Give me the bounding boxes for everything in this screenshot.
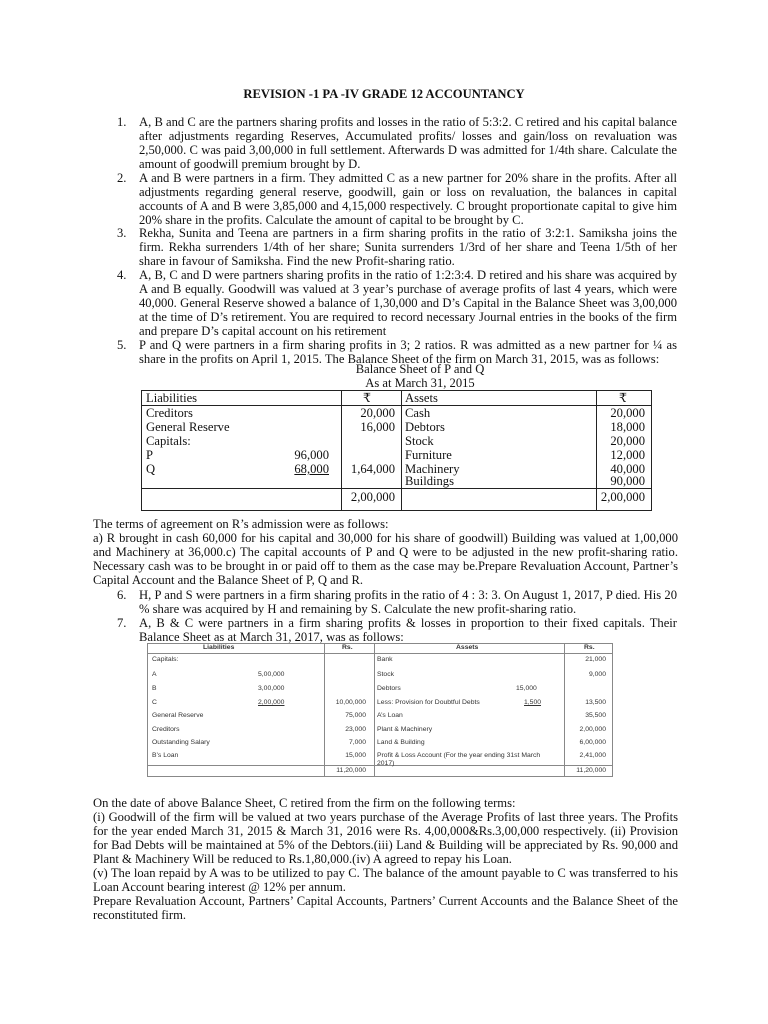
creditors-amount: 23,000 [345, 726, 366, 733]
rupee-header: ₹ [363, 391, 372, 405]
a-loan-label: A’s Loan [377, 712, 403, 719]
outstanding-salary-label: Outstanding Salary [152, 739, 210, 746]
assets-header: Assets [405, 391, 438, 405]
rs-header: Rs. [584, 644, 595, 651]
admission-terms: The terms of agreement on R’s admission were as follows: a) R brought in cash 60,000 for his capital and 30,000 for his share of goodwill) Building was valued at 1,00,000 and Machinery at 36,000.c) The capital accounts of P and Q were to be adjusted in the new profit-sharing ratio. Necessary cash was to be brought in or paid off to them as the case may be.Prepare Revaluation Account, Partner’s Capital Account and the Balance Sheet of P, Q and R. [93, 517, 678, 587]
liabilities-header: Liabilities [146, 391, 198, 405]
partner-b-label: B [152, 685, 157, 692]
outstanding-salary-amount: 7,000 [348, 739, 366, 746]
profit-loss-amount: 2,41,000 [579, 752, 606, 759]
stock-amount: 20,000 [610, 434, 645, 448]
general-reserve-label: General Reserve [146, 420, 230, 434]
general-reserve-amount: 75,000 [345, 712, 366, 719]
question-text: A and B were partners in a firm. They admitted C as a new partner for 20% share in the profits. After all adjustments regarding general reserve, goodwill, gain or loss on revaluation, the balances in capital accounts of A and B were 3,85,000 and 4,15,000 respectively. C brought proportionate capital to give him 20% share in the profits. Calculate the amount of capital to be brought by C. [139, 171, 677, 227]
question-4 [117, 268, 677, 338]
debtors-label: Debtors [405, 420, 445, 434]
cash-label: Cash [405, 406, 431, 420]
question-text: A, B and C are the partners sharing profits and losses in the ratio of 5:3:2. C retired and his capital balance after adjustments regarding Reserves, Accumulated profits/ losses and gain/loss on revaluation was 2,50,000. C was paid 3,00,000 in full settlement. Afterwards D was admitted for 1/4th share. Calculate the amount of goodwill premium brought by D. [139, 115, 677, 171]
assets-total: 2,00,000 [600, 490, 645, 504]
b-loan-amount: 15,000 [345, 752, 366, 759]
partner-c-label: C [152, 699, 157, 706]
bank-amount: 21,000 [585, 656, 606, 663]
question-number: 5. [117, 338, 127, 352]
question-1 [117, 115, 677, 171]
capitals-label: Capitals: [146, 434, 191, 448]
bank-label: Bank [377, 656, 393, 663]
rupee-header: ₹ [619, 391, 628, 405]
partner-p-amount: 96,000 [294, 448, 329, 462]
liabilities-total: 11,20,000 [336, 767, 366, 774]
partner-a-amount: 5,00,000 [258, 671, 285, 678]
general-reserve-amount: 16,000 [360, 420, 395, 434]
debtors-net-amount: 13,500 [585, 699, 606, 706]
balance-sheet-date: As at March 31, 2015 [365, 376, 475, 390]
partner-b-amount: 3,00,000 [258, 685, 285, 692]
debtors-label: Debtors [377, 685, 401, 692]
retirement-terms: On the date of above Balance Sheet, C retired from the firm on the following terms: (i) Goodwill of the firm will be valued at two years purchase of the Average Profits of last three years. The Profits for the year ended March 31, 2015 & March 31, 2016 were Rs. 4,00,000&Rs.3,00,000 respectively. (ii) Provision for Bad Debts will be maintained at 5% of the Debtors.(iii) Land & Building will be appreciated by Rs. 90,000 and Plant & Machinery Will be reduced to Rs.1,80,000.(iv) A agreed to repay his Loan. (v) The loan repaid by A was to be utilized to pay C. The balance of the amount payable to C was transferred to his Loan Account bearing interest @ 12% per annum. Prepare Revaluation Account, Partners’ Capital Accounts, Partners’ Current Accounts and the Balance Sheet of the reconstituted firm. [93, 796, 678, 922]
cash-amount: 20,000 [610, 406, 645, 420]
question-3 [117, 226, 677, 268]
balance-sheet-title: Balance Sheet of P and Q [355, 362, 485, 376]
plant-amount: 2,00,000 [579, 726, 606, 733]
profit-loss-label: Profit & Loss Account (For the year ending 31st March 2017) [377, 752, 541, 767]
assets-total: 11,20,000 [576, 767, 606, 774]
a-loan-amount: 35,500 [585, 712, 606, 719]
balance-sheet-p-q [141, 390, 652, 511]
machinery-amount: 40,000 [610, 462, 645, 476]
question-number: 6. [117, 588, 127, 602]
question-6 [117, 588, 677, 616]
capitals-label: Capitals: [152, 656, 179, 663]
question-number: 7. [117, 616, 127, 630]
buildings-amount: 90,000 [610, 474, 645, 488]
provision-label: Less: Provision for Doubtful Debts [377, 699, 480, 706]
creditors-label: Creditors [146, 406, 193, 420]
liabilities-header: Liabilities [203, 644, 235, 651]
question-text: H, P and S were partners in a firm sharing profits in the ratio of 4 : 3: 3. On August 1, 2017, P died. His 20 % share was acquired by H and remaining by S. Calculate the new profit-sharing ratio. [139, 588, 677, 616]
page-title: REVISION -1 PA -IV GRADE 12 ACCOUNTANCY [243, 87, 525, 101]
question-number: 1. [117, 115, 127, 129]
creditors-amount: 20,000 [360, 406, 395, 420]
question-7 [117, 616, 677, 644]
debtors-gross: 15,000 [516, 685, 537, 692]
question-text: Rekha, Sunita and Teena are partners in a firm sharing profits in the ratio of 3:2:1. Samiksha joins the firm. Rekha surrenders 1/4th of her share; Sunita surrenders 1/3rd of her share and Teena 1/5th of her share in favour of Samiksha. Find the new Profit-sharing ratio. [139, 226, 677, 268]
question-text: A, B, C and D were partners sharing profits in the ratio of 1:2:3:4. D retired and his share was acquired by A and B equally. Goodwill was valued at 3 year’s purchase of average profits of last 4 years, which were 40,000. General Reserve showed a balance of 1,30,000 and D’s Capital in the Balance Sheet was 3,00,000 at the time of D’s retirement. You are required to record necessary Journal entries in the books of the firm and prepare D’s capital account on his retirement [139, 268, 677, 338]
partner-q-amount: 68,000 [294, 462, 329, 476]
question-number: 3. [117, 226, 127, 240]
buildings-label: Buildings [405, 474, 454, 488]
partner-c-amount: 2,00,000 [258, 699, 285, 706]
stock-amount: 9,000 [588, 671, 606, 678]
question-number: 4. [117, 268, 127, 282]
land-amount: 6,00,000 [579, 739, 606, 746]
question-text: A, B & C were partners in a firm sharing profits & losses in proportion to their fixed capitals. Their Balance Sheet as at March 31, 2017, was as follows: [139, 616, 677, 644]
general-reserve-label: General Reserve [152, 712, 204, 719]
partner-q-label: Q [146, 462, 156, 476]
capitals-total: 10,00,000 [335, 699, 366, 706]
provision-amount: 1,500 [524, 699, 542, 706]
liabilities-total: 2,00,000 [350, 490, 395, 504]
question-2 [117, 171, 677, 227]
question-text: P and Q were partners in a firm sharing profits in 3; 2 ratios. R was admitted as a new partner for ¼ as share in the profits on April 1, 2015. The Balance Sheet of the firm on March 31, 2015, was as follows: [139, 338, 677, 366]
assets-header: Assets [456, 644, 479, 651]
b-loan-label: B’s Loan [152, 752, 179, 759]
capitals-total: 1,64,000 [350, 462, 395, 476]
debtors-amount: 18,000 [610, 420, 645, 434]
furniture-label: Furniture [405, 448, 452, 462]
question-number: 2. [117, 171, 127, 185]
stock-label: Stock [405, 434, 434, 448]
machinery-label: Machinery [405, 462, 460, 476]
land-label: Land & Building [377, 739, 425, 746]
partner-p-label: P [146, 448, 154, 462]
furniture-amount: 12,000 [610, 448, 645, 462]
balance-sheet-a-b-c [147, 643, 613, 777]
partner-a-label: A [152, 671, 157, 678]
creditors-label: Creditors [152, 726, 180, 733]
plant-label: Plant & Machinery [377, 726, 433, 733]
stock-label: Stock [377, 671, 394, 678]
rs-header: Rs. [342, 644, 353, 651]
